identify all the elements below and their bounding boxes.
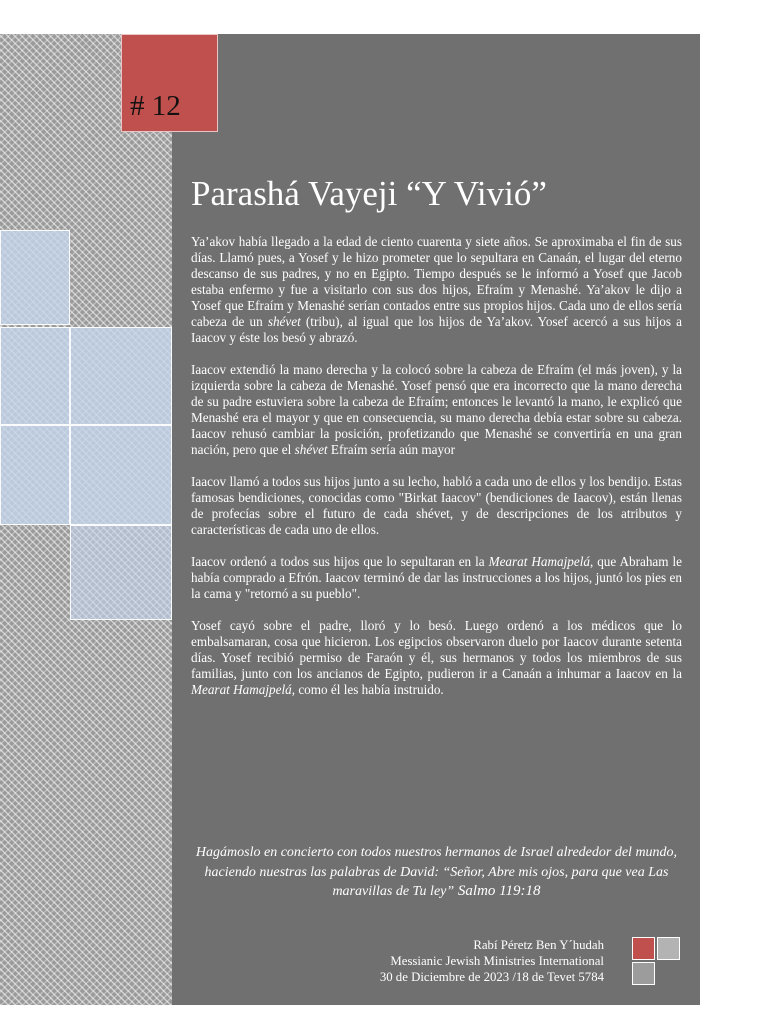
quote-text: Hagámoslo en concierto con todos nuestros hermanos de Israel alrededor del mundo, haciendo nuestras las palabras de David: “Señor, Abre mis ojos, para que vea Las maravillas de Tu ley”: [195, 845, 678, 899]
logo-gray-square: [632, 962, 655, 985]
logo-red-square: [632, 937, 655, 960]
signature-author: Rabí Péretz Ben Y´hudah: [473, 938, 604, 952]
decorative-blue-tile: [70, 425, 172, 525]
decorative-blue-tile: [70, 327, 172, 425]
decorative-blue-tile: [0, 327, 70, 425]
paragraph-1: Ya’akov había llegado a la edad de ciento cuarenta y siete años. Se aproximaba el fin de sus días. Llamó pues, a Yosef y le hizo prometer que lo sepultara en Canaán, el lugar del eterno descanso de sus padres, y no en Egipto. Tiempo después se le informó a Yosef que Jacob estaba enfermo y fue a visitarlo con sus dos hijos, Efraím y Menashé. Ya’akov le dijo a Yosef que Efraím y Menashé serían contados entre sus propios hijos. Cada uno de ellos sería cabeza de un shévet (tribu), al igual que los hijos de Ya’akov. Yosef acercó a sus hijos a Iaacov y éste los besó y abrazó.: [191, 234, 682, 345]
article-body: [191, 234, 682, 714]
decorative-blue-tile: [70, 525, 172, 620]
closing-quote: [191, 843, 682, 902]
issue-number: # 12: [130, 90, 181, 122]
signature-organization: Messianic Jewish Ministries International: [390, 954, 604, 968]
signature-date: 30 de Diciembre de 2023 /18 de Tevet 5784: [379, 970, 604, 984]
paragraph-3: Iaacov llamó a todos sus hijos junto a su lecho, habló a cada uno de ellos y los bendijo. Estas famosas bendiciones, conocidas como "Birkat Iaacov" (bendiciones de Iaacov), están llenas de profecías sobre el futuro de cada shévet, y de descripciones de los atributos y características de cada uno de ellos.: [191, 474, 682, 537]
logo-gray-square: [657, 937, 680, 960]
paragraph-4: Iaacov ordenó a todos sus hijos que lo sepultaran en la Mearat Hamajpelá, que Abraham le había comprado a Efrón. Iaacov terminó de dar las instrucciones a los hijos, juntó los pies en la cama y "retornó a su pueblo".: [191, 554, 682, 601]
quote-reference: Salmo 119:18: [454, 883, 541, 899]
signature-block: [380, 937, 604, 985]
paragraph-5: Yosef cayó sobre el padre, lloró y lo besó. Luego ordenó a los médicos que lo embalsamaran, cosa que hicieron. Los egipcios observaron duelo por Iaacov durante setenta días. Yosef recibió permiso de Faraón y él, sus hermanos y todos los miembros de sus familias, junto con los ancianos de Egipto, pudieron ir a Canaán a inhumar a Iaacov en la Mearat Hamajpelá, como él les había instruido.: [191, 618, 682, 697]
squares-logo-icon: [632, 937, 684, 987]
decorative-blue-tile: [0, 230, 70, 325]
paragraph-2: Iaacov extendió la mano derecha y la colocó sobre la cabeza de Efraím (el más joven), y la izquierda sobre la cabeza de Menashé. Yosef pensó que era incorrecto que la mano derecha de su padre estuviera sobre la cabeza de Efraím; entonces le levantó la mano, le explicó que Menashé era el mayor y que en consecuencia, su mano derecha debía estar sobre su cabeza. Iaacov rehusó cambiar la posición, profetizando que Menashé se convertiría en una gran nación, pero que el shévet Efraím sería aún mayor: [191, 362, 682, 457]
page-title: Parashá Vayeji “Y Vivió”: [191, 174, 547, 213]
decorative-blue-tile: [0, 425, 70, 525]
